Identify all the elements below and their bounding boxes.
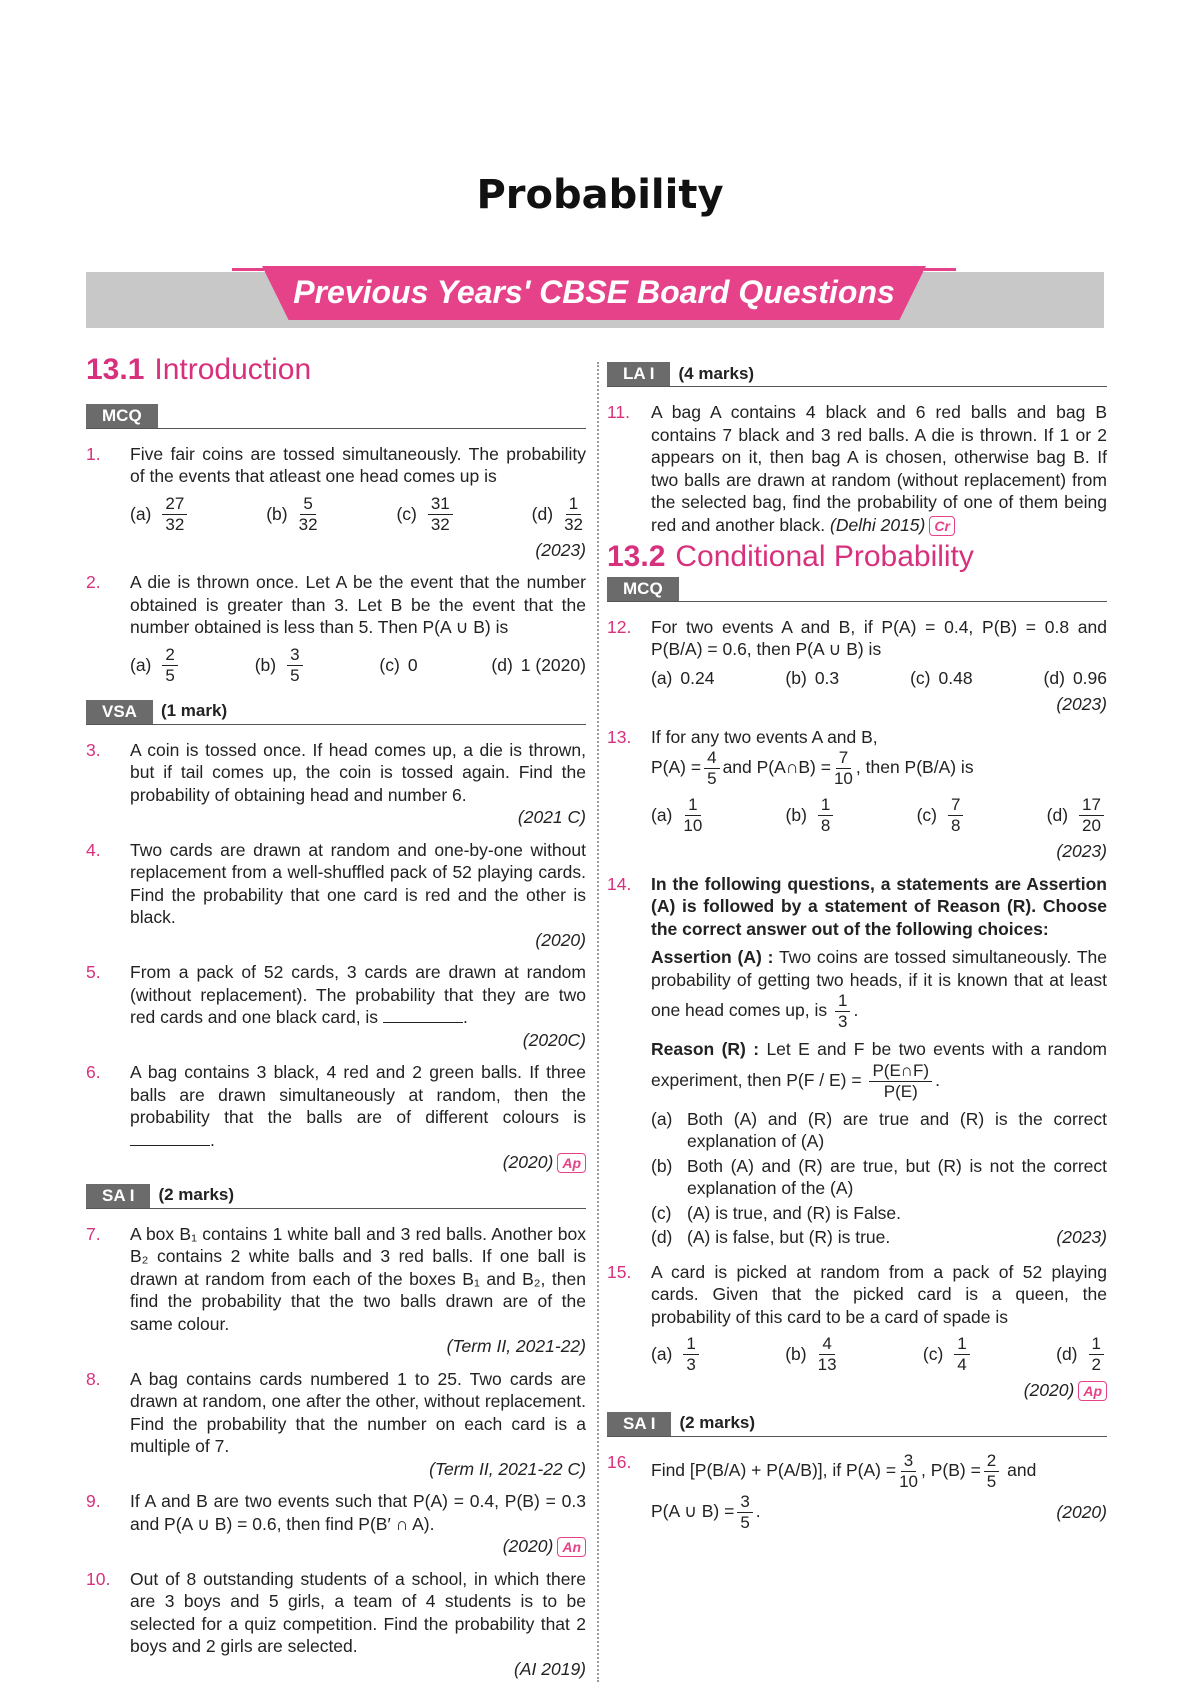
question-text: A coin is tossed once. If head comes up, a die is thrown, but if tail comes up, the coin is tossed again. Find the probability of obtaining head and number 6.	[130, 739, 586, 805]
option-d: (d) $\frac{1}{2}$	[1056, 1334, 1107, 1375]
question-number: 11.	[607, 402, 631, 422]
year: (Delhi 2015) Cr	[830, 515, 955, 535]
option-b: (b) $\frac{1}{8}$	[786, 795, 837, 836]
question-number: 1.	[86, 443, 101, 464]
year: (2023)	[1056, 1227, 1107, 1247]
ap-badge: Ap	[557, 1153, 586, 1173]
question-number: 5.	[86, 962, 101, 982]
question-text: A bag A contains 4 black and 6 red balls and bag B contains 7 black and 3 red balls. A die is thrown. If 1 or 2 appears on it, then bag A is chosen, otherwise bag B. If two balls are drawn at random (without replacement) from the selected bag, find the probability of one of them being red and another black.	[651, 402, 1107, 535]
question-text: A bag contains cards numbered 1 to 25. Two cards are drawn at random, one after the other, without replacement. Find the probability that the number on each card is a multiple of 7.	[130, 1368, 586, 1456]
question-text: A box B₁ contains 1 white ball and 3 red balls. Another box B₂ contains 2 white balls and 3 red balls. If one ball is drawn at random from each of the boxes B₁ and B₂, then find the probability that the two balls drawn are of the same colour.	[130, 1223, 586, 1334]
option-a: (a) 0.24	[651, 667, 715, 688]
right-column	[607, 362, 1107, 1543]
options	[651, 1334, 1107, 1375]
options	[651, 795, 1107, 836]
column-divider	[597, 362, 599, 1682]
question-text: A bag contains 3 black, 4 red and 2 green balls. If three balls are drawn simultaneously at random, then the probability that the balls are of different colours is	[130, 1062, 586, 1127]
answer-blank	[383, 1022, 463, 1023]
question-12	[607, 616, 1107, 716]
option-d: (d) 1 (2020)	[491, 654, 586, 675]
banner-title: Previous Years' CBSE Board Questions	[293, 274, 895, 310]
year: (2020) Ap	[651, 1379, 1107, 1402]
question-15	[607, 1261, 1107, 1402]
question-equation: P(A) = $\frac{4}{5}$ and P(A∩B) = $\frac{7}{10}$ , then P(B/A) is	[651, 748, 974, 788]
question-text: A card is picked at random from a pack of 52 playing cards. Given that the picked card is a queen, the probability of this card to be a card of spade is	[651, 1261, 1107, 1327]
option-c: (c) $\frac{1}{4}$	[923, 1334, 973, 1375]
question-number: 6.	[86, 1062, 101, 1082]
question-number: 12.	[607, 616, 632, 637]
assertion: Assertion (A) : Two coins are tossed simultaneously. The probability of getting two heads, if it is known that at least one head comes up, is $\frac{1}{3}$ .	[651, 947, 1107, 1031]
year: (2020) An	[130, 1535, 586, 1558]
question-7	[86, 1223, 586, 1358]
question-text: From a pack of 52 cards, 3 cards are drawn at random (without replacement). The probability that they are two red cards and one black card, is	[130, 962, 586, 1027]
vsa-tag-row	[86, 700, 586, 725]
reason: Reason (R) : Let E and F be two events with a random experiment, then P(F / E) = $\frac{P(E\cap F)}{P(E)}$ .	[651, 1039, 1108, 1101]
options	[130, 494, 586, 535]
mcq-tag-row-right	[607, 577, 1107, 602]
question-number: 2.	[86, 572, 101, 592]
mcq-tag-row	[86, 404, 586, 429]
vsa-marks: (1 mark)	[160, 701, 228, 721]
year: (2023)	[1056, 694, 1107, 714]
sa1-tag-row-right	[607, 1412, 1107, 1437]
year: (Term II, 2021-22)	[446, 1336, 586, 1356]
question-14	[607, 873, 1107, 1251]
question-number: 7.	[86, 1223, 101, 1244]
question-1	[86, 443, 586, 562]
question-8	[86, 1368, 586, 1481]
question-text: Five fair coins are tossed simultaneously. The probability of the events that atleast one head comes up is	[130, 443, 586, 486]
options	[130, 645, 586, 686]
year: (2020)	[1056, 1501, 1107, 1522]
option-c: (c) $\frac{31}{32}$	[396, 494, 455, 535]
option-c: (c) $\frac{7}{8}$	[917, 795, 967, 836]
question-4	[86, 839, 586, 952]
sa1-marks: (2 marks)	[158, 1185, 235, 1205]
year: (2020C)	[522, 1029, 586, 1050]
option-d: (d) 0.96	[1043, 667, 1107, 688]
question-3	[86, 739, 586, 829]
question-text: In the following questions, a statements are Assertion (A) is followed by a statement of Reason (R). Choose the correct answer out of the following choices:	[651, 873, 1107, 939]
question-end: .	[462, 1007, 468, 1027]
question-number: 4.	[86, 839, 101, 860]
question-number: 8.	[86, 1368, 101, 1389]
question-16	[607, 1451, 1107, 1533]
question-text: Out of 8 outstanding students of a school, in which there are 3 boys and 5 girls, a team of 4 students is to be selected for a quiz competition. Find the probability that 2 boys and 2 girls are selected.	[130, 1568, 586, 1656]
option-d: (d) $\frac{17}{20}$	[1047, 795, 1107, 836]
question-text-cont: P(A ∪ B) = $\frac{3}{5}$ . (2020)	[651, 1491, 1107, 1532]
section-number: 13.2	[607, 540, 666, 573]
question-number: 3.	[86, 739, 101, 760]
year: (2020)	[535, 929, 586, 950]
question-text: Two cards are drawn at random and one-by-one without replacement from a well-shuffled pack of 52 playing cards. Find the probability that one card is red and the other is black.	[130, 839, 586, 927]
option-b: (b) $\frac{5}{32}$	[266, 493, 318, 534]
year: (2021 C)	[517, 807, 586, 827]
option-b: (b) $\frac{4}{13}$	[785, 1334, 837, 1374]
question-text: If for any two events A and B,	[651, 726, 878, 747]
question-9	[86, 1490, 586, 1558]
question-text: If A and B are two events such that P(A) = 0.4, P(B) = 0.3 and P(A ∪ B) = 0.6, then find P(B′ ∩ A).	[130, 1491, 586, 1534]
banner-edge-right	[924, 268, 956, 271]
year: (AI 2019)	[514, 1658, 586, 1679]
question-2	[86, 571, 586, 690]
year: (Term II, 2021-22 C)	[429, 1458, 586, 1479]
question-11	[607, 401, 1107, 536]
option-a: (a) $\frac{27}{32}$	[130, 494, 190, 535]
la1-tag-row	[607, 362, 1107, 387]
option-c: (c) 0.48	[910, 667, 973, 688]
la1-tag: LA I	[607, 362, 670, 386]
left-column	[86, 355, 586, 1690]
cr-badge: Cr	[929, 516, 955, 536]
question-13	[607, 726, 1107, 863]
question-10	[86, 1568, 586, 1681]
question-end: .	[210, 1129, 215, 1150]
option-a: (a) $\frac{1}{10}$	[651, 795, 703, 835]
option-b: (b) $\frac{3}{5}$	[255, 645, 306, 686]
mcq-tag: MCQ	[607, 577, 679, 601]
question-number: 14.	[607, 873, 632, 894]
sa1-tag: SA I	[86, 1184, 150, 1208]
question-number: 13.	[607, 726, 632, 747]
year: (2020) Ap	[130, 1151, 586, 1174]
question-5	[86, 961, 586, 1051]
choice-d: (d) (A) is false, but (R) is true. (2023)	[651, 1227, 1107, 1247]
sa1-tag-row-left	[86, 1184, 586, 1209]
choice-b: (b) Both (A) and (R) are true, but (R) is not the correct explanation of the (A)	[651, 1155, 1107, 1198]
answer-blank	[130, 1145, 210, 1146]
question-number: 15.	[607, 1261, 632, 1282]
question-number: 9.	[86, 1491, 101, 1511]
question-text: A die is thrown once. Let A be the event that the number obtained is greater than 3. Let B be the event that the number obtained is less than 5. Then P(A ∪ B) is	[130, 572, 586, 637]
year: (2023)	[1056, 841, 1107, 861]
option-a: (a) $\frac{1}{3}$	[651, 1334, 702, 1375]
an-badge: An	[557, 1537, 586, 1557]
question-6	[86, 1061, 586, 1174]
question-text: For two events A and B, if P(A) = 0.4, P(B) = 0.8 and P(B/A) = 0.6, then P(A ∪ B) is	[651, 616, 1107, 659]
choice-a: (a) Both (A) and (R) are true and (R) is the correct explanation of (A)	[651, 1108, 1107, 1151]
sa1-tag: SA I	[607, 1412, 671, 1436]
banner-edge-left	[232, 268, 264, 271]
option-c: (c) 0	[379, 654, 418, 675]
section-heading-13-1	[86, 353, 586, 386]
page-title: Probability	[476, 172, 724, 218]
question-text: Find [P(B/A) + P(A/B)], if P(A) = $\frac{3}{10}$ , P(B) = $\frac{2}{5}$ and	[651, 1450, 1037, 1491]
section-name: Introduction	[154, 353, 312, 386]
choice-c: (c) (A) is true, and (R) is False.	[651, 1202, 901, 1223]
question-number: 10.	[86, 1568, 111, 1589]
options	[651, 667, 1107, 690]
option-d: (d) $\frac{1}{32}$	[531, 493, 583, 534]
sa1-marks: (2 marks)	[679, 1413, 756, 1433]
vsa-tag: VSA	[86, 700, 153, 724]
year: (2023)	[535, 539, 586, 560]
section-number: 13.1	[86, 353, 145, 386]
ap-badge: Ap	[1078, 1381, 1107, 1401]
mcq-tag: MCQ	[86, 404, 158, 428]
option-a: (a) $\frac{2}{5}$	[130, 645, 181, 686]
option-b: (b) 0.3	[785, 667, 840, 688]
question-number: 16.	[607, 1451, 632, 1472]
section-name: Conditional Probability	[675, 540, 974, 573]
la1-marks: (4 marks)	[678, 363, 755, 383]
section-heading-13-2	[607, 540, 1107, 573]
